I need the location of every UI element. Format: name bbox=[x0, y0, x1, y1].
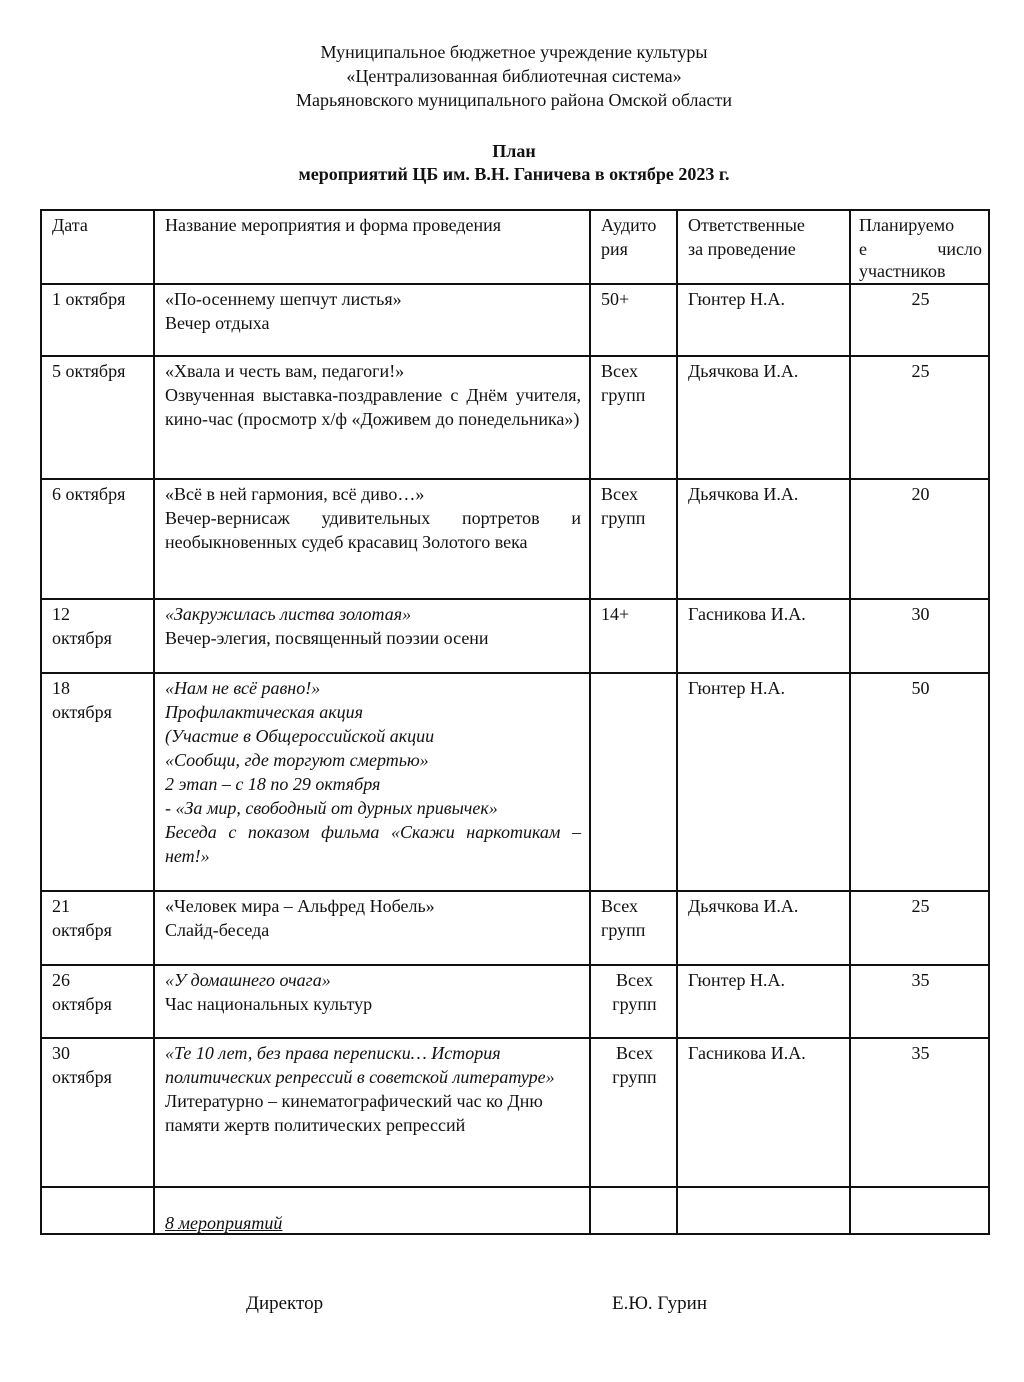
cell-date: 12 октября bbox=[41, 599, 154, 673]
cell-audience: Всех групп bbox=[590, 1038, 677, 1187]
cell-responsible: Дьячкова И.А. bbox=[677, 479, 850, 599]
signature-name: Е.Ю. Гурин bbox=[612, 1293, 707, 1314]
cell-event bbox=[154, 479, 590, 599]
event-form: Озвученная выставка-поздравление с Днём учителя, кино-час (просмотр х/ф «Доживем до понедельника») bbox=[165, 385, 581, 429]
cell-date: 26 октября bbox=[41, 965, 154, 1038]
cell-responsible: Гюнтер Н.А. bbox=[677, 284, 850, 356]
column-header-audience: Аудито рия bbox=[590, 210, 677, 284]
event-title: «Те 10 лет, без права переписки… История политических репрессий в советской литературе» bbox=[165, 1043, 555, 1087]
table-row bbox=[41, 673, 989, 891]
cell-event bbox=[154, 599, 590, 673]
event-form: Вечер отдыха bbox=[165, 313, 270, 333]
table-row bbox=[41, 356, 989, 479]
event-title: «У домашнего очага» bbox=[165, 970, 331, 990]
event-form: Вечер-элегия, посвященный поэзии осени bbox=[165, 628, 489, 648]
column-header-responsible: Ответственные за проведение bbox=[677, 210, 850, 284]
total-cell-empty bbox=[850, 1187, 989, 1234]
cell-date: 18 октября bbox=[41, 673, 154, 891]
header-line-2: «Централизованная библиотечная система» bbox=[346, 66, 682, 86]
header-line-3: Марьяновского муниципального района Омской области bbox=[296, 90, 732, 110]
header-line-1: Муниципальное бюджетное учреждение культуры bbox=[320, 42, 708, 62]
cell-date: 5 октября bbox=[41, 356, 154, 479]
table-row bbox=[41, 599, 989, 673]
cell-event bbox=[154, 284, 590, 356]
event-title: «Человек мира – Альфред Нобель» bbox=[165, 896, 435, 916]
event-line: Беседа с показом фильма «Скажи наркотикам – нет!» bbox=[165, 822, 581, 866]
event-form: Слайд-беседа bbox=[165, 920, 270, 940]
table-row bbox=[41, 965, 989, 1038]
total-cell-empty bbox=[41, 1187, 154, 1234]
cell-participants: 25 bbox=[850, 356, 989, 479]
cell-participants: 30 bbox=[850, 599, 989, 673]
event-line: (Участие в Общероссийской акции bbox=[165, 726, 435, 746]
cell-responsible: Гюнтер Н.А. bbox=[677, 965, 850, 1038]
table-row bbox=[41, 891, 989, 965]
cell-audience: Всех групп bbox=[590, 891, 677, 965]
cell-audience: 50+ bbox=[590, 284, 677, 356]
column-header-date: Дата bbox=[41, 210, 154, 284]
total-row bbox=[41, 1187, 989, 1234]
table-row bbox=[41, 1038, 989, 1187]
cell-event bbox=[154, 965, 590, 1038]
event-form: Час национальных культур bbox=[165, 994, 373, 1014]
event-title: «Закружилась листва золотая» bbox=[165, 604, 412, 624]
total-cell-empty bbox=[677, 1187, 850, 1234]
document-title bbox=[0, 140, 1024, 186]
event-line: - «За мир, свободный от дурных привычек» bbox=[165, 798, 498, 818]
cell-responsible: Дьячкова И.А. bbox=[677, 356, 850, 479]
event-form: Вечер-вернисаж удивительных портретов и необыкновенных судеб красавиц Золотого века bbox=[165, 508, 581, 552]
cell-event bbox=[154, 1038, 590, 1187]
cell-date: 30 октября bbox=[41, 1038, 154, 1187]
cell-date: 21 октября bbox=[41, 891, 154, 965]
cell-event bbox=[154, 356, 590, 479]
total-events-count: 8 мероприятий bbox=[165, 1213, 283, 1233]
event-title: «Всё в ней гармония, всё диво…» bbox=[165, 484, 425, 504]
cell-responsible: Гасникова И.А. bbox=[677, 599, 850, 673]
cell-audience: Всех групп bbox=[590, 356, 677, 479]
cell-responsible: Дьячкова И.А. bbox=[677, 891, 850, 965]
signature-position: Директор bbox=[246, 1293, 324, 1314]
cell-event bbox=[154, 673, 590, 891]
cell-participants: 25 bbox=[850, 891, 989, 965]
event-title: «Нам не всё равно!» bbox=[165, 678, 321, 698]
table-row bbox=[41, 479, 989, 599]
cell-event bbox=[154, 891, 590, 965]
event-title: «По-осеннему шепчут листья» bbox=[165, 289, 402, 309]
cell-audience bbox=[590, 673, 677, 891]
event-line: Профилактическая акция bbox=[165, 702, 363, 722]
events-plan-table bbox=[40, 209, 990, 1235]
table-row bbox=[41, 284, 989, 356]
cell-audience: Всех групп bbox=[590, 479, 677, 599]
cell-responsible: Гасникова И.А. bbox=[677, 1038, 850, 1187]
institution-header bbox=[0, 40, 1024, 112]
event-line: «Сообщи, где торгуют смертью» bbox=[165, 750, 429, 770]
cell-participants: 35 bbox=[850, 965, 989, 1038]
cell-participants: 20 bbox=[850, 479, 989, 599]
event-line: 2 этап – с 18 по 29 октября bbox=[165, 774, 381, 794]
title-line-2: мероприятий ЦБ им. В.Н. Ганичева в октябре 2023 г. bbox=[298, 164, 730, 184]
cell-participants: 25 bbox=[850, 284, 989, 356]
column-header-name: Название мероприятия и форма проведения bbox=[154, 210, 590, 284]
column-header-participants: Планируемо е число участников bbox=[850, 210, 989, 284]
cell-participants: 50 bbox=[850, 673, 989, 891]
cell-date: 1 октября bbox=[41, 284, 154, 356]
cell-responsible: Гюнтер Н.А. bbox=[677, 673, 850, 891]
cell-participants: 35 bbox=[850, 1038, 989, 1187]
event-title: «Хвала и честь вам, педагоги!» bbox=[165, 361, 405, 381]
table-header-row bbox=[41, 210, 989, 284]
cell-date: 6 октября bbox=[41, 479, 154, 599]
total-cell-empty bbox=[590, 1187, 677, 1234]
event-form: Литературно – кинематографический час ко Дню памяти жертв политических репрессий bbox=[165, 1091, 543, 1135]
cell-audience: Всех групп bbox=[590, 965, 677, 1038]
cell-audience: 14+ bbox=[590, 599, 677, 673]
title-line-1: План bbox=[492, 141, 536, 161]
total-cell bbox=[154, 1187, 590, 1234]
